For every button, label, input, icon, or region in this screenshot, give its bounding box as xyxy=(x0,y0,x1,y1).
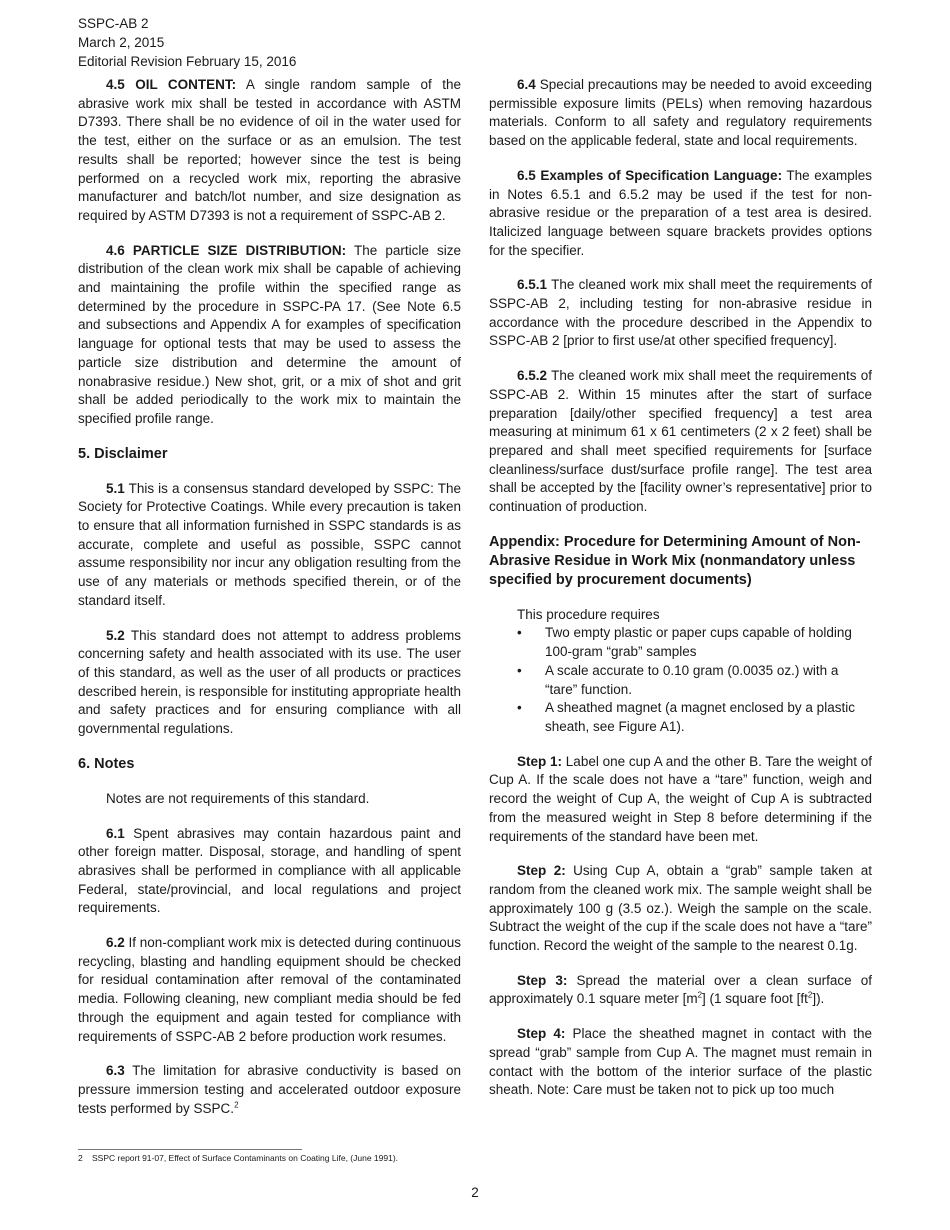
section-label: 4.6 PARTICLE SIZE DISTRIBUTION: xyxy=(106,242,347,258)
section-6-5 xyxy=(489,167,872,261)
list-item: • A scale accurate to 0.10 gram (0.0035 oz.) with a “tare” function. xyxy=(517,662,839,697)
footnote-number: 2 xyxy=(78,1153,83,1163)
section-text: The particle size distribution of the clean work mix shall be capable of achieving and maintaining the profile within the specified range as determined by the procedure in SSPC-PA 17. (See Note 6.5 and subsections and Appendix A for examples of specification language for optional tests that may be used to assess the particle size distribution and determine the amount of nonabrasive residue.) New shot, grit, or a mix of shot and grit shall be added periodically to the work mix to maintain the specified profile range. xyxy=(78,242,461,426)
step-4 xyxy=(489,1025,872,1100)
section-4-5 xyxy=(78,76,461,226)
section-5-2 xyxy=(78,627,461,739)
page-number: 2 xyxy=(471,1185,479,1200)
step-label: Step 4: xyxy=(517,1026,566,1042)
section-label: 6.5 Examples of Specification Language: xyxy=(517,167,783,183)
footnote xyxy=(78,1153,398,1164)
requirements-list xyxy=(489,624,872,736)
list-item: • Two empty plastic or paper cups capable of holding 100-gram “grab” samples xyxy=(517,625,852,660)
section-text: A single random sample of the abrasive work mix shall be tested in accordance with ASTM D7393. There shall be no evidence of oil in the water used for the test, either on the surface or as an emulsion. The test results shall be reported; however since the test is being performed on a recycled work mix, reporting the abrasive manufacturer and batch/lot number, and size designation as required by ASTM D7393 is not a requirement of SSPC-AB 2. xyxy=(78,77,461,223)
section-text: Special precautions may be needed to avoid exceeding permissible exposure limits (PELs) when removing hazardous materials. Conform to all safety and regulatory requirements based on the applicable federal, state and local requirements. xyxy=(489,77,872,149)
appendix-title: Appendix: Procedure for Determining Amount of Non-Abrasive Residue in Work Mix (nonmandatory unless specified by procurement documents) xyxy=(489,533,861,588)
notes-intro: Notes are not requirements of this standard. xyxy=(106,790,370,806)
step-label: Step 3: xyxy=(517,972,568,988)
doc-date: March 2, 2015 xyxy=(78,35,165,50)
step-text: Using Cup A, obtain a “grab” sample taken at random from the cleaned work mix. The sample weight shall be approximately 100 g (3.5 oz.). Weigh the sample on the scale. Subtract the weight of the cup if the scale does not have a “tare” function. Record the weight of the sample to the nearest 0.1g. xyxy=(489,863,872,954)
section-text: This standard does not attempt to address problems concerning safety and health associated with its use. The user of this standard, as well as the user of all products or practices described herein, is responsible for instituting appropriate health and safety practices and for ensuring compliance with all governmental regulations. xyxy=(78,627,461,737)
right-column xyxy=(489,76,872,1116)
section-text: The cleaned work mix shall meet the requirements of SSPC-AB 2. Within 15 minutes after the start of surface preparation [daily/other specified frequency] a test area measuring at minimum 61 x 61 centimeters (2 x 2 feet) shall be prepared and shall meet specified requirements for [surface cleanliness/surface dust/surface profile range]. The test area shall be accepted by the [facility owner’s representative] prior to continuation of production. xyxy=(489,368,872,515)
bullet-icon: • xyxy=(517,700,522,716)
section-label: 6.2 xyxy=(106,935,125,951)
section-label: 5.2 xyxy=(106,627,125,643)
section-text: The examples in Notes 6.5.1 and 6.5.2 may be used if the test for non-abrasive residue or the preparation of a test area is desired. Italicized language between square brackets provides options for the specifier. xyxy=(489,167,872,258)
section-text: If non-compliant work mix is detected during continuous recycling, blasting and handling equipment should be checked for residual contamination after removal of the contaminated media. Following cleaning, new compliant media should be fed through the equipment and again tested for compliance with requirements of SSPC-AB 2 before production work resumes. xyxy=(78,935,461,1044)
step-2 xyxy=(489,862,872,956)
step-1 xyxy=(489,753,872,847)
section-6-5-1 xyxy=(489,276,872,351)
heading-notes: 6. Notes xyxy=(78,755,135,772)
footnote-divider xyxy=(78,1149,302,1150)
section-text: Spent abrasives may contain hazardous paint and other foreign matter. Disposal, storage, and handling of spent abrasives shall be performed in compliance with all applicable Federal, state/provincial, and local regulations and project requirements. xyxy=(78,825,461,916)
step-label: Step 1: xyxy=(517,753,563,769)
requires-intro: This procedure requires xyxy=(517,606,660,622)
heading-disclaimer: 5. Disclaimer xyxy=(78,445,168,462)
list-item: • A sheathed magnet (a magnet enclosed by a plastic sheath, see Figure A1). xyxy=(517,700,855,734)
section-label: 6.5.2 xyxy=(517,368,548,384)
step-label: Step 2: xyxy=(517,863,566,879)
section-label: 6.4 xyxy=(517,77,536,92)
step-text: Label one cup A and the other B. Tare the weight of Cup A. If the scale does not have a “tare” function, weigh and record the weight of Cup A, the weight of Cup A is subtracted from the measured weight in Step 8 before determining if the requirements of the standard have been met. xyxy=(489,753,872,844)
section-label: 6.3 xyxy=(106,1063,125,1079)
step-text: Place the sheathed magnet in contact with the spread “grab” sample from Cup A. The magnet must remain in contact with the bottom of the interior surface of the plastic sheath. Note: Care must be taken not to pick up too much xyxy=(489,1026,872,1098)
bullet-icon: • xyxy=(517,662,522,678)
section-4-6 xyxy=(78,242,461,429)
section-6-4 xyxy=(489,76,872,151)
doc-id: SSPC-AB 2 xyxy=(78,16,149,31)
section-label: 4.5 OIL CONTENT: xyxy=(106,77,237,92)
section-label: 5.1 xyxy=(106,480,125,496)
section-6-2 xyxy=(78,934,461,1046)
section-label: 6.5.1 xyxy=(517,277,548,293)
section-6-5-2 xyxy=(489,367,872,517)
left-column xyxy=(78,76,461,1134)
footnote-ref: 2 xyxy=(234,1100,239,1110)
section-text: The cleaned work mix shall meet the requirements of SSPC-AB 2, including testing for non-abrasive residue in accordance with the procedure described in the Appendix to SSPC-AB 2 [prior to first use/at other specified frequency]. xyxy=(489,277,872,349)
doc-revision: Editorial Revision February 15, 2016 xyxy=(78,54,297,69)
section-text: This is a consensus standard developed by SSPC: The Society for Protective Coatings. While every precaution is taken to ensure that all information furnished in SSPC standards is as accurate, complete and useful as possible, SSPC cannot assume responsibility nor incur any obligation resulting from the use of any materials or methods specified therein, or of the standard itself. xyxy=(78,480,461,608)
section-6-3 xyxy=(78,1062,461,1118)
step-3: Step 3: Spread the material over a clean surface of approximately 0.1 square meter $[m^2]$ (1 square foot $[ft^2]$). xyxy=(489,972,872,1007)
bullet-icon: • xyxy=(517,625,522,641)
section-text: The limitation for abrasive conductivity is based on pressure immersion testing and accelerated outdoor exposure tests performed by SSPC. xyxy=(78,1063,461,1116)
page-header xyxy=(78,14,296,71)
section-label: 6.1 xyxy=(106,825,125,841)
section-5-1 xyxy=(78,480,461,611)
section-6-1 xyxy=(78,825,461,919)
footnote-text: SSPC report 91-07, Effect of Surface Contaminants on Coating Life, (June 1991). xyxy=(92,1153,399,1163)
